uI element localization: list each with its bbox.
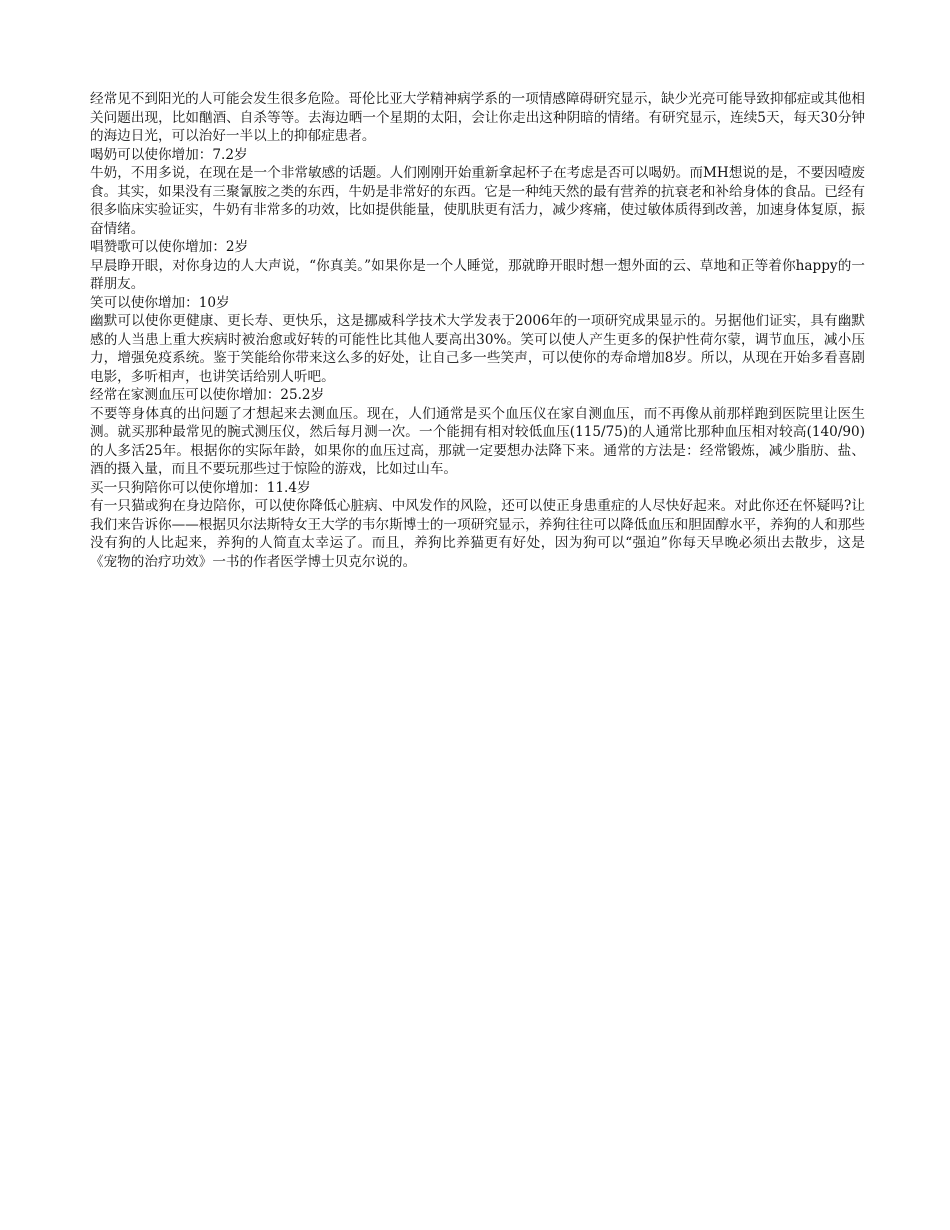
- heading-praise: 唱赞歌可以使你增加：2岁: [90, 239, 249, 255]
- heading-blood-pressure: 经常在家测血压可以使你增加：25.2岁: [90, 387, 325, 403]
- heading-laugh: 笑可以使你增加：10岁: [90, 294, 230, 311]
- heading-dog: 买一只狗陪你可以使你增加：11.4岁: [90, 479, 311, 496]
- paragraph-dog: 有一只猫或狗在身边陪你，可以使你降低心脏病、中风发作的风险，还可以使正身患重症的人尽快好起来。对此你还在怀疑吗?让我们来告诉你——根据贝尔法斯特女王大学的韦尔斯博士的一项研究显示，养狗往往可以降低血压和胆固醇水平，养狗的人和那些没有狗的人比起来，养狗的人简直太幸运了。而且，养狗比养猫更有好处，因为狗可以“强迫”你每天早晚必须出去散步，这是《宠物的治疗功效》一书的作者医学博士贝克尔说的。: [90, 498, 865, 570]
- paragraph-blood-pressure: 不要等身体真的出问题了才想起来去测血压。现在，人们通常是买个血压仪在家自测血压，而不再像从前那样跑到医院里让医生测。就买那种最常见的腕式测压仪，然后每月测一次。一个能拥有相对较低血压(115/75)的人通常比那种血压相对较高(140/90)的人多活25年。根据你的实际年龄，如果你的血压过高，那就一定要想办法降下来。通常的方法是：经常锻炼，减少脂肪、盐、酒的摄入量，而且不要玩那些过于惊险的游戏，比如过山车。: [90, 405, 865, 477]
- paragraph-milk: 牛奶，不用多说，在现在是一个非常敏感的话题。人们刚刚开始重新拿起杯子在考虑是否可以喝奶。而MH想说的是，不要因噎废食。其实，如果没有三聚氰胺之类的东西，牛奶是非常好的东西。它是一种纯天然的最有营养的抗衰老和补给身体的食品。已经有很多临床实验证实，牛奶有非常多的功效，比如提供能量，使肌肤更有活力，减少疼痛，使过敏体质得到改善，加速身体复原，振奋情绪。: [90, 165, 865, 237]
- heading-milk: 喝奶可以使你增加：7.2岁: [90, 146, 248, 163]
- paragraph-praise: 早晨睁开眼，对你身边的人大声说，“你真美。”如果你是一个人睡觉，那就睁开眼时想一想外面的云、草地和正等着你happy的一群朋友。: [90, 257, 865, 292]
- paragraph-sunlight: 经常见不到阳光的人可能会发生很多危险。哥伦比亚大学精神病学系的一项情感障碍研究显示，缺少光亮可能导致抑郁症或其他相关问题出现，比如酗酒、自杀等等。去海边晒一个星期的太阳，会让你走出这种阴暗的情绪。有研究显示，连续5天，每天30分钟的海边日光，可以治好一半以上的抑郁症患者。: [90, 91, 865, 144]
- document-body: [90, 90, 865, 571]
- paragraph-laugh: 幽默可以使你更健康、更长寿、更快乐，这是挪威科学技术大学发表于2006年的一项研究成果显示的。另据他们证实，具有幽默感的人当患上重大疾病时被治愈或好转的可能性比其他人要高出30%。笑可以使人产生更多的保护性荷尔蒙，调节血压，减小压力，增强免疫系统。鉴于笑能给你带来这么多的好处，让自己多一些笑声，可以使你的寿命增加8岁。所以，从现在开始多看喜剧电影，多听相声，也讲笑话给别人听吧。: [90, 313, 865, 385]
